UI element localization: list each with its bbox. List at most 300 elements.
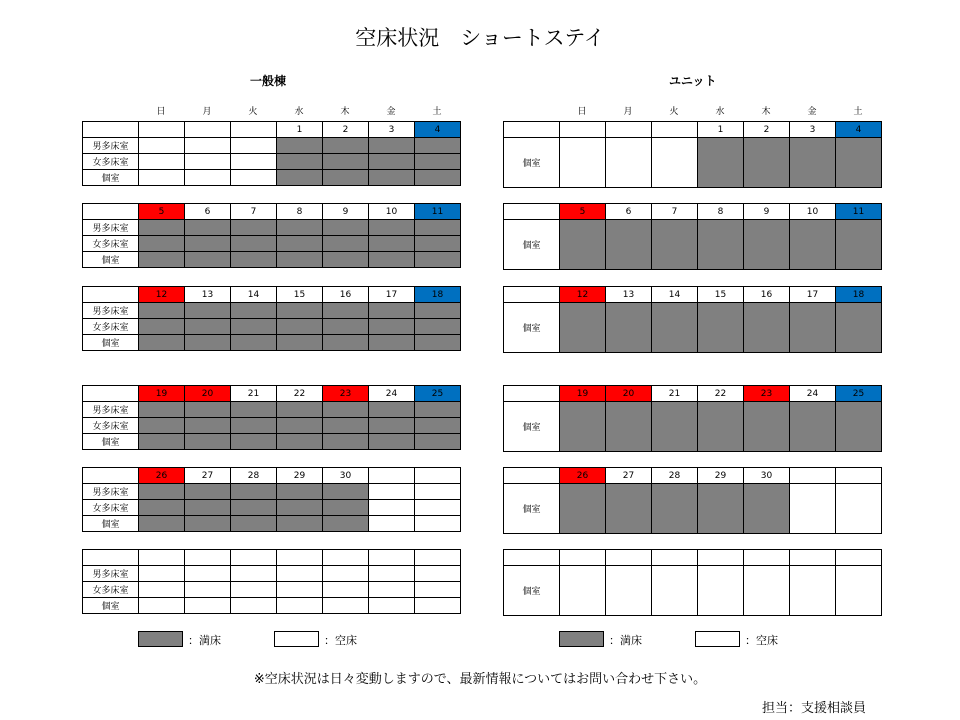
bed-vacant-cell	[231, 154, 277, 170]
bed-full-cell	[231, 236, 277, 252]
week-table	[82, 286, 461, 351]
bed-vacant-cell	[415, 484, 461, 500]
room-type-label: 男多床室	[83, 138, 139, 154]
date-cell: 2	[323, 122, 369, 138]
weekday-label: 月	[623, 107, 633, 117]
bed-full-cell	[836, 220, 882, 270]
bed-full-cell	[185, 500, 231, 516]
bed-vacant-cell	[652, 566, 698, 616]
unit-week-table	[503, 549, 882, 616]
date-cell: 27	[606, 468, 652, 484]
bed-full-cell	[369, 418, 415, 434]
bed-vacant-cell	[606, 138, 652, 188]
room-type-label: 女多床室	[83, 500, 139, 516]
weekday-label: 木	[340, 107, 350, 117]
date-cell: 1	[277, 122, 323, 138]
room-type-label: 個室	[504, 484, 560, 534]
bed-vacant-cell	[369, 566, 415, 582]
bed-full-cell	[415, 335, 461, 351]
bed-full-cell	[139, 418, 185, 434]
bed-full-cell	[185, 516, 231, 532]
bed-full-cell	[139, 319, 185, 335]
date-cell: 24	[790, 386, 836, 402]
bed-vacant-cell	[836, 484, 882, 534]
date-cell: 23	[744, 386, 790, 402]
bed-full-cell	[323, 303, 369, 319]
bed-full-cell	[323, 434, 369, 450]
bed-full-cell	[369, 170, 415, 186]
bed-full-cell	[744, 484, 790, 534]
weekday-label: 金	[807, 107, 817, 117]
week-table	[82, 121, 461, 186]
bed-full-cell	[277, 418, 323, 434]
date-cell: 13	[185, 287, 231, 303]
bed-vacant-cell	[139, 598, 185, 614]
date-cell: 22	[277, 386, 323, 402]
week-table	[82, 385, 461, 450]
room-type-label: 個室	[504, 220, 560, 270]
weekday-label: 日	[156, 107, 166, 117]
date-cell: 27	[185, 468, 231, 484]
bed-full-cell	[139, 236, 185, 252]
date-cell: 17	[369, 287, 415, 303]
bed-full-cell	[698, 402, 744, 452]
bed-full-cell	[231, 252, 277, 268]
bed-full-cell	[415, 319, 461, 335]
week-table	[82, 549, 461, 614]
date-cell: 29	[698, 468, 744, 484]
date-cell: 3	[369, 122, 415, 138]
bed-full-cell	[836, 138, 882, 188]
bed-full-cell	[277, 402, 323, 418]
bed-full-cell	[698, 138, 744, 188]
bed-full-cell	[560, 402, 606, 452]
room-type-label: 女多床室	[83, 418, 139, 434]
unit-week-table	[503, 467, 882, 534]
bed-vacant-cell	[369, 484, 415, 500]
bed-full-cell	[231, 220, 277, 236]
corner-cell	[504, 468, 560, 484]
bed-full-cell	[231, 484, 277, 500]
room-type-label: 個室	[83, 516, 139, 532]
date-cell	[606, 122, 652, 138]
date-cell: 17	[790, 287, 836, 303]
date-cell: 25	[836, 386, 882, 402]
date-cell	[369, 468, 415, 484]
corner-cell	[504, 122, 560, 138]
bed-vacant-cell	[323, 598, 369, 614]
weekday-label: 土	[853, 107, 863, 117]
date-cell: 28	[231, 468, 277, 484]
date-cell: 10	[369, 204, 415, 220]
bed-vacant-cell	[231, 598, 277, 614]
date-cell	[698, 550, 744, 566]
room-type-label: 女多床室	[83, 154, 139, 170]
bed-full-cell	[185, 434, 231, 450]
date-cell: 12	[139, 287, 185, 303]
date-cell: 15	[277, 287, 323, 303]
bed-full-cell	[415, 236, 461, 252]
bed-full-cell	[415, 170, 461, 186]
bed-vacant-cell	[369, 500, 415, 516]
date-cell: 21	[231, 386, 277, 402]
bed-full-cell	[369, 434, 415, 450]
date-cell: 20	[185, 386, 231, 402]
bed-vacant-cell	[139, 170, 185, 186]
bed-full-cell	[277, 170, 323, 186]
date-cell: 1	[698, 122, 744, 138]
bed-full-cell	[369, 154, 415, 170]
room-type-label: 個室	[83, 252, 139, 268]
bed-vacant-cell	[139, 154, 185, 170]
date-cell: 4	[415, 122, 461, 138]
bed-vacant-cell	[139, 582, 185, 598]
date-cell: 11	[836, 204, 882, 220]
bed-full-cell	[790, 138, 836, 188]
bed-vacant-cell	[744, 566, 790, 616]
bed-full-cell	[415, 154, 461, 170]
bed-full-cell	[369, 335, 415, 351]
bed-vacant-cell	[139, 138, 185, 154]
bed-full-cell	[323, 170, 369, 186]
bed-full-cell	[606, 220, 652, 270]
bed-full-cell	[139, 252, 185, 268]
bed-full-cell	[836, 303, 882, 353]
bed-vacant-cell	[323, 566, 369, 582]
bed-full-cell	[185, 252, 231, 268]
bed-vacant-cell	[277, 566, 323, 582]
date-cell: 3	[790, 122, 836, 138]
date-cell	[606, 550, 652, 566]
bed-full-cell	[790, 402, 836, 452]
bed-vacant-cell	[836, 566, 882, 616]
date-cell: 22	[698, 386, 744, 402]
bed-full-cell	[277, 154, 323, 170]
bed-full-cell	[744, 402, 790, 452]
corner-cell	[504, 204, 560, 220]
room-type-label: 男多床室	[83, 220, 139, 236]
room-type-label: 男多床室	[83, 566, 139, 582]
date-cell	[836, 550, 882, 566]
date-cell: 14	[231, 287, 277, 303]
bed-full-cell	[185, 303, 231, 319]
date-cell	[369, 550, 415, 566]
weekday-label: 水	[294, 107, 304, 117]
bed-full-cell	[560, 303, 606, 353]
bed-vacant-cell	[369, 516, 415, 532]
room-type-label: 個室	[504, 402, 560, 452]
bed-full-cell	[277, 319, 323, 335]
bed-full-cell	[323, 402, 369, 418]
bed-full-cell	[231, 303, 277, 319]
bed-full-cell	[231, 418, 277, 434]
footnote: ※空床状況は日々変動しますので、最新情報についてはお問い合わせ下さい。	[253, 672, 707, 687]
date-cell	[323, 550, 369, 566]
bed-full-cell	[277, 516, 323, 532]
bed-vacant-cell	[606, 566, 652, 616]
date-cell: 7	[652, 204, 698, 220]
bed-full-cell	[277, 252, 323, 268]
bed-vacant-cell	[369, 598, 415, 614]
bed-vacant-cell	[185, 170, 231, 186]
corner-cell	[83, 122, 139, 138]
corner-cell	[83, 386, 139, 402]
date-cell: 26	[139, 468, 185, 484]
room-type-label: 女多床室	[83, 319, 139, 335]
date-cell	[139, 122, 185, 138]
bed-full-cell	[231, 319, 277, 335]
date-cell: 20	[606, 386, 652, 402]
date-cell: 10	[790, 204, 836, 220]
corner-cell	[83, 287, 139, 303]
bed-full-cell	[139, 402, 185, 418]
weekday-label: 火	[248, 107, 258, 117]
date-cell	[415, 550, 461, 566]
bed-vacant-cell	[415, 598, 461, 614]
bed-vacant-cell	[185, 566, 231, 582]
date-cell	[185, 122, 231, 138]
bed-full-cell	[277, 138, 323, 154]
bed-full-cell	[231, 335, 277, 351]
date-cell: 6	[606, 204, 652, 220]
bed-full-cell	[744, 138, 790, 188]
unit-week-table	[503, 203, 882, 270]
bed-full-cell	[323, 335, 369, 351]
bed-full-cell	[369, 303, 415, 319]
bed-full-cell	[231, 434, 277, 450]
bed-full-cell	[415, 138, 461, 154]
date-cell: 4	[836, 122, 882, 138]
bed-full-cell	[323, 500, 369, 516]
room-type-label: 女多床室	[83, 236, 139, 252]
bed-full-cell	[231, 516, 277, 532]
bed-full-cell	[369, 252, 415, 268]
weekday-label: 火	[669, 107, 679, 117]
legend-full-label-unit: ：満床	[609, 634, 642, 647]
bed-full-cell	[323, 154, 369, 170]
room-type-label: 個室	[83, 598, 139, 614]
bed-vacant-cell	[185, 154, 231, 170]
bed-full-cell	[415, 303, 461, 319]
bed-full-cell	[277, 500, 323, 516]
room-type-label: 男多床室	[83, 484, 139, 500]
bed-full-cell	[369, 236, 415, 252]
date-cell	[790, 468, 836, 484]
weekday-label: 日	[577, 107, 587, 117]
date-cell	[790, 550, 836, 566]
bed-full-cell	[139, 484, 185, 500]
bed-full-cell	[560, 220, 606, 270]
bed-full-cell	[185, 335, 231, 351]
date-cell: 5	[560, 204, 606, 220]
bed-full-cell	[606, 402, 652, 452]
legend-empty-swatch-unit	[695, 631, 740, 647]
date-cell: 30	[323, 468, 369, 484]
weekday-label: 月	[202, 107, 212, 117]
bed-full-cell	[231, 500, 277, 516]
bed-vacant-cell	[231, 582, 277, 598]
date-cell	[139, 550, 185, 566]
date-cell: 8	[698, 204, 744, 220]
legend-full-label: ：満床	[188, 634, 221, 647]
bed-full-cell	[185, 402, 231, 418]
bed-full-cell	[185, 236, 231, 252]
bed-full-cell	[139, 303, 185, 319]
corner-cell	[83, 468, 139, 484]
date-cell: 23	[323, 386, 369, 402]
bed-full-cell	[369, 319, 415, 335]
bed-full-cell	[323, 220, 369, 236]
weekday-label: 水	[715, 107, 725, 117]
bed-vacant-cell	[369, 582, 415, 598]
bed-full-cell	[185, 220, 231, 236]
bed-vacant-cell	[790, 566, 836, 616]
date-cell: 16	[323, 287, 369, 303]
date-cell: 30	[744, 468, 790, 484]
bed-vacant-cell	[560, 138, 606, 188]
bed-vacant-cell	[415, 566, 461, 582]
date-cell: 13	[606, 287, 652, 303]
bed-full-cell	[698, 303, 744, 353]
bed-vacant-cell	[790, 484, 836, 534]
date-cell	[560, 550, 606, 566]
bed-full-cell	[323, 484, 369, 500]
bed-full-cell	[277, 303, 323, 319]
bed-full-cell	[323, 252, 369, 268]
bed-full-cell	[277, 434, 323, 450]
bed-full-cell	[323, 138, 369, 154]
date-cell: 9	[323, 204, 369, 220]
date-cell: 2	[744, 122, 790, 138]
date-cell: 7	[231, 204, 277, 220]
unit-week-table	[503, 385, 882, 452]
room-type-label: 個室	[504, 303, 560, 353]
unit-week-table	[503, 286, 882, 353]
room-type-label: 女多床室	[83, 582, 139, 598]
legend-empty-swatch	[274, 631, 319, 647]
bed-full-cell	[606, 484, 652, 534]
bed-full-cell	[277, 236, 323, 252]
unit-week-table	[503, 121, 882, 188]
date-cell: 16	[744, 287, 790, 303]
date-cell: 18	[415, 287, 461, 303]
bed-full-cell	[139, 335, 185, 351]
bed-vacant-cell	[415, 500, 461, 516]
date-cell: 19	[560, 386, 606, 402]
date-cell: 15	[698, 287, 744, 303]
date-cell	[185, 550, 231, 566]
page-title: 空床状況 ショートステイ	[355, 26, 605, 50]
bed-full-cell	[415, 220, 461, 236]
bed-full-cell	[369, 402, 415, 418]
bed-vacant-cell	[185, 138, 231, 154]
bed-full-cell	[139, 500, 185, 516]
date-cell: 8	[277, 204, 323, 220]
room-type-label: 個室	[83, 170, 139, 186]
bed-vacant-cell	[231, 170, 277, 186]
date-cell: 9	[744, 204, 790, 220]
bed-full-cell	[652, 484, 698, 534]
bed-full-cell	[652, 220, 698, 270]
room-type-label: 個室	[83, 335, 139, 351]
bed-vacant-cell	[185, 598, 231, 614]
bed-full-cell	[790, 303, 836, 353]
bed-full-cell	[185, 319, 231, 335]
bed-full-cell	[231, 402, 277, 418]
weekday-label: 木	[761, 107, 771, 117]
bed-full-cell	[277, 335, 323, 351]
date-cell: 24	[369, 386, 415, 402]
date-cell	[744, 550, 790, 566]
legend-empty-label: ：空床	[324, 634, 357, 647]
date-cell: 25	[415, 386, 461, 402]
staff-in-charge: 担当：支援相談員	[762, 701, 867, 716]
room-type-label: 男多床室	[83, 402, 139, 418]
legend-full-swatch	[138, 631, 183, 647]
date-cell: 29	[277, 468, 323, 484]
date-cell: 14	[652, 287, 698, 303]
date-cell: 19	[139, 386, 185, 402]
corner-cell	[83, 550, 139, 566]
date-cell	[231, 122, 277, 138]
bed-vacant-cell	[231, 138, 277, 154]
date-cell	[652, 122, 698, 138]
bed-vacant-cell	[231, 566, 277, 582]
bed-vacant-cell	[277, 582, 323, 598]
bed-full-cell	[698, 484, 744, 534]
bed-full-cell	[415, 252, 461, 268]
corner-cell	[83, 204, 139, 220]
date-cell: 28	[652, 468, 698, 484]
date-cell: 11	[415, 204, 461, 220]
date-cell: 5	[139, 204, 185, 220]
bed-full-cell	[560, 484, 606, 534]
date-cell	[231, 550, 277, 566]
date-cell	[836, 468, 882, 484]
bed-full-cell	[185, 484, 231, 500]
bed-full-cell	[369, 220, 415, 236]
legend-empty-label-unit: ：空床	[745, 634, 778, 647]
bed-vacant-cell	[415, 516, 461, 532]
date-cell	[560, 122, 606, 138]
bed-full-cell	[323, 236, 369, 252]
week-table	[82, 467, 461, 532]
bed-vacant-cell	[652, 138, 698, 188]
weekday-label: 土	[432, 107, 442, 117]
bed-full-cell	[790, 220, 836, 270]
bed-full-cell	[698, 220, 744, 270]
date-cell: 21	[652, 386, 698, 402]
general-ward-title: 一般棟	[250, 74, 287, 88]
date-cell	[277, 550, 323, 566]
bed-full-cell	[139, 220, 185, 236]
bed-full-cell	[606, 303, 652, 353]
corner-cell	[504, 550, 560, 566]
room-type-label: 男多床室	[83, 303, 139, 319]
bed-full-cell	[744, 303, 790, 353]
date-cell	[652, 550, 698, 566]
corner-cell	[504, 287, 560, 303]
week-table	[82, 203, 461, 268]
weekday-label: 金	[386, 107, 396, 117]
bed-vacant-cell	[277, 598, 323, 614]
legend-full-swatch-unit	[559, 631, 604, 647]
room-type-label: 個室	[504, 138, 560, 188]
bed-full-cell	[323, 418, 369, 434]
bed-full-cell	[323, 319, 369, 335]
bed-full-cell	[836, 402, 882, 452]
bed-full-cell	[369, 138, 415, 154]
